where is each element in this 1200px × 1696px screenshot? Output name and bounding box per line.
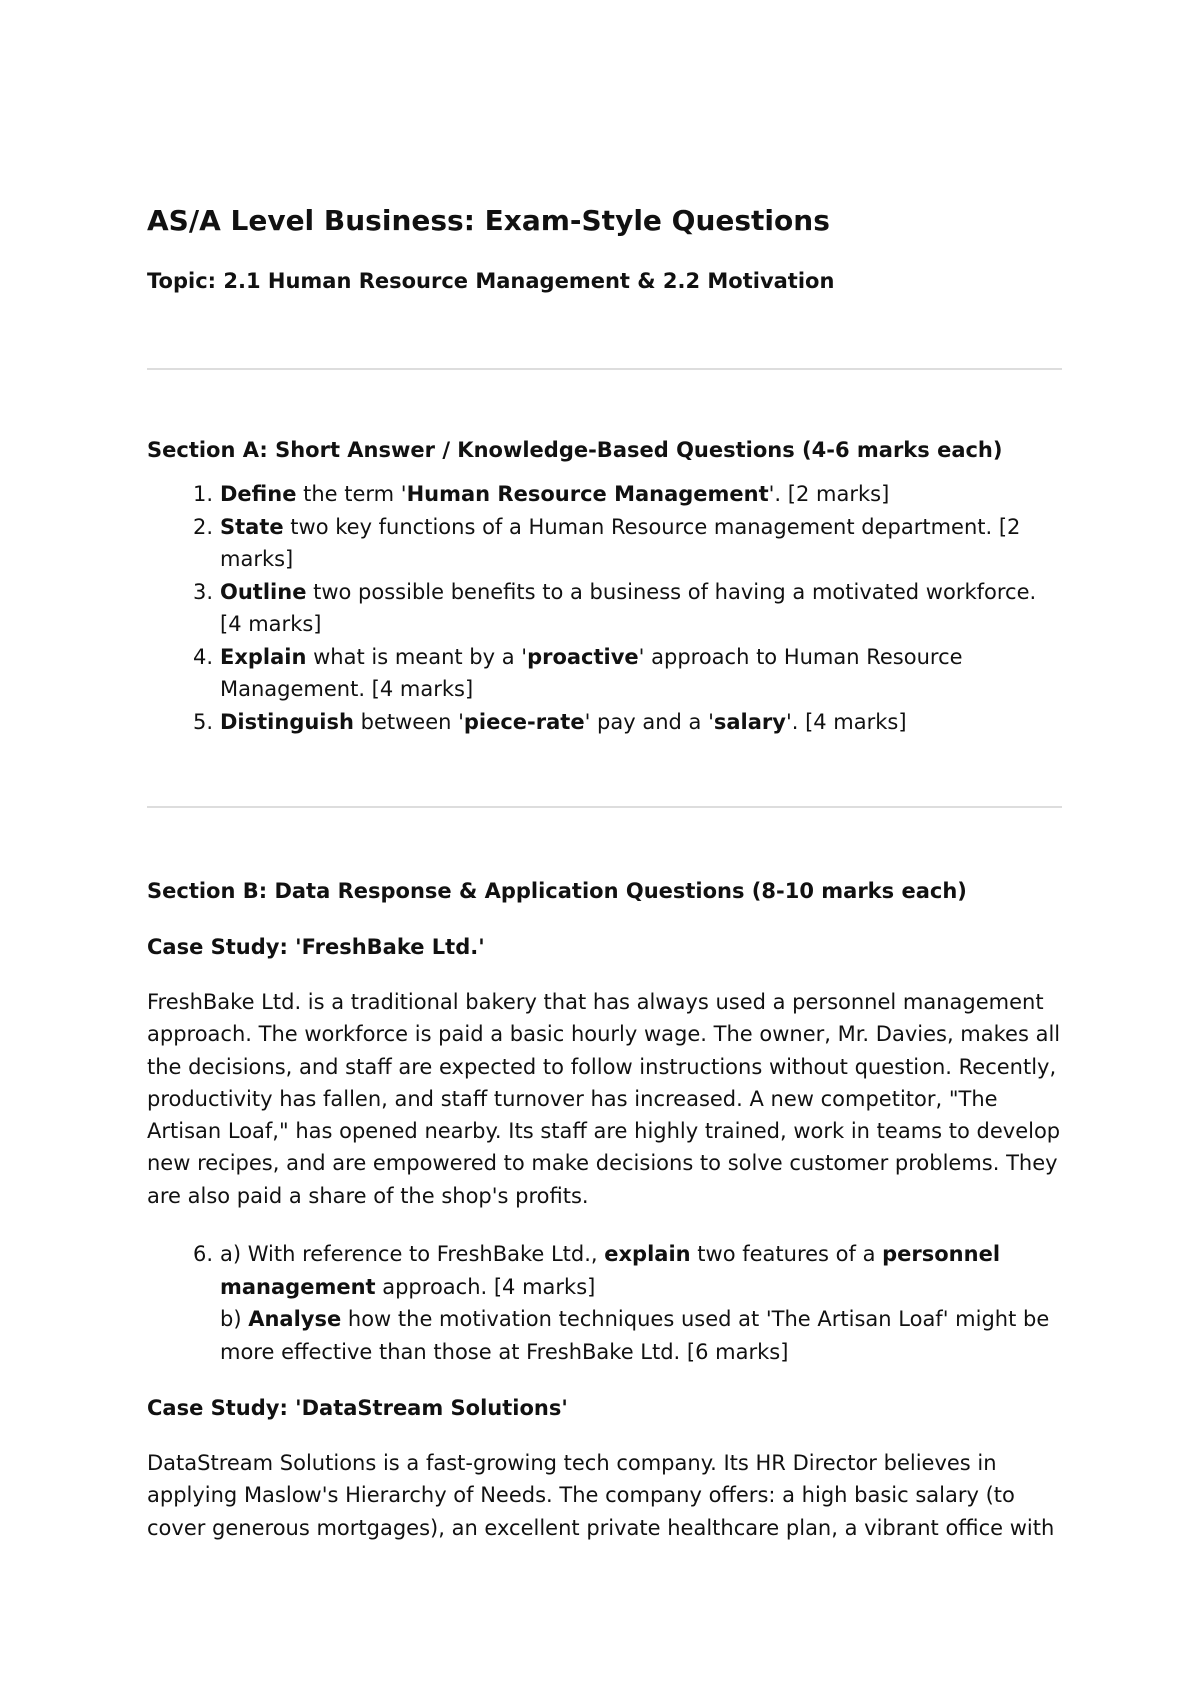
- question-1: 1. Define the term 'Human Resource Management'. [2 marks]: [192, 482, 890, 506]
- divider-2: [147, 806, 1062, 808]
- section-a-question-list: [147, 478, 1062, 738]
- case-study-2-text: DataStream Solutions is a fast-growing tech company. Its HR Director believes in applying Maslow's Hierarchy of Needs. The company offers: a high basic salary (to cover generous mortgages), an excellent private healthcare plan, a vibrant office with: [147, 1451, 1055, 1540]
- section-b-question-list: [147, 1238, 1062, 1368]
- question-6: 6. a) With reference to FreshBake Ltd., explain two features of a personnel management approach. [4 marks] b) Analyse how the motivation techniques used at 'The Artisan Loaf' might be more effective than those at FreshBake Ltd. [6 marks]: [192, 1242, 1050, 1364]
- divider-1: [147, 368, 1062, 370]
- question-3: 3. Outline two possible benefits to a business of having a motivated workforce. [4 marks]: [192, 579, 1037, 636]
- question-2: 2. State two key functions of a Human Resource management department. [2 marks]: [192, 514, 1021, 571]
- document-title: AS/A Level Business: Exam-Style Questions: [147, 204, 830, 237]
- case-study-1-text: FreshBake Ltd. is a traditional bakery that has always used a personnel management approach. The workforce is paid a basic hourly wage. The owner, Mr. Davies, makes all the decisions, and staff are expected to follow instructions without question. Recently, productivity has fallen, and staff turnover has increased. A new competitor, "The Artisan Loaf," has opened nearby. Its staff are highly trained, work in teams to develop new recipes, and are empowered to make decisions to solve customer problems. They are also paid a share of the shop's profits.: [147, 990, 1061, 1208]
- section-a-heading: Section A: Short Answer / Knowledge-Based Questions (4-6 marks each): [147, 438, 1003, 462]
- question-5: 5. Distinguish between 'piece-rate' pay and a 'salary'. [4 marks]: [192, 709, 907, 734]
- question-6b: b) Analyse how the motivation techniques used at 'The Artisan Loaf' might be more effective than those at FreshBake Ltd. [6 marks]: [220, 1307, 1050, 1364]
- topic-line: Topic: 2.1 Human Resource Management & 2.2 Motivation: [147, 269, 835, 293]
- case-study-2-title: Case Study: 'DataStream Solutions': [147, 1396, 568, 1420]
- case-study-1-title: Case Study: 'FreshBake Ltd.': [147, 935, 485, 959]
- section-b-heading: Section B: Data Response & Application Questions (8-10 marks each): [147, 879, 967, 903]
- question-4: 4. Explain what is meant by a 'proactive' approach to Human Resource Management. [4 marks]: [192, 644, 963, 701]
- question-6a: a) With reference to FreshBake Ltd., explain two features of a personnel management approach. [4 marks]: [220, 1242, 1001, 1299]
